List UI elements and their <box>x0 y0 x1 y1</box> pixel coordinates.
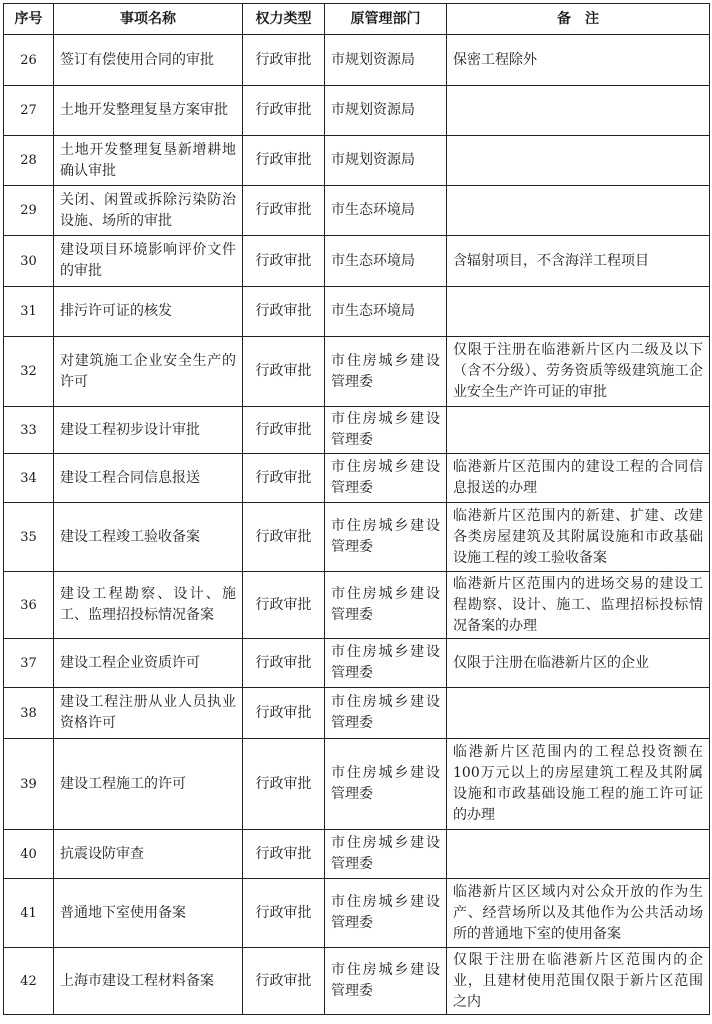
table-row <box>4 287 710 337</box>
row-dept: 市规划资源局 <box>325 86 447 136</box>
table-row <box>4 136 710 186</box>
table-row <box>4 572 710 639</box>
row-type: 行政审批 <box>243 739 325 830</box>
row-type: 行政审批 <box>243 35 325 86</box>
row-name: 普通地下室使用备案 <box>54 879 243 948</box>
row-dept: 市住房城乡建设管理委 <box>325 454 447 503</box>
header-dept: 原管理部门 <box>325 4 447 35</box>
table-row <box>4 830 710 879</box>
row-type: 行政审批 <box>243 186 325 236</box>
table-row <box>4 236 710 287</box>
row-type: 行政审批 <box>243 879 325 948</box>
row-type: 行政审批 <box>243 136 325 186</box>
row-no: 26 <box>4 35 54 86</box>
table-header-row <box>4 4 710 35</box>
row-dept: 市住房城乡建设管理委 <box>325 572 447 639</box>
row-remark: 临港新片区范围内的新建、扩建、改建各类房屋建筑及其附属设施和市政基础设施工程的竣工验收备案 <box>447 503 710 572</box>
row-name: 上海市建设工程材料备案 <box>54 948 243 1015</box>
row-remark: 仅限于注册在临港新片区内二级及以下（含不分级）、劳务资质等级建筑施工企业安全生产许可证的审批 <box>447 337 710 407</box>
header-remark: 备 注 <box>447 4 710 35</box>
row-dept: 市生态环境局 <box>325 287 447 337</box>
row-dept: 市生态环境局 <box>325 236 447 287</box>
row-remark <box>447 688 710 739</box>
row-type: 行政审批 <box>243 287 325 337</box>
row-remark: 临港新片区范围内的建设工程的合同信息报送的办理 <box>447 454 710 503</box>
row-type: 行政审批 <box>243 337 325 407</box>
row-dept: 市规划资源局 <box>325 35 447 86</box>
row-name: 土地开发整理复垦新增耕地确认审批 <box>54 136 243 186</box>
row-name: 建设项目环境影响评价文件的审批 <box>54 236 243 287</box>
row-name: 建设工程注册从业人员执业资格许可 <box>54 688 243 739</box>
table-row <box>4 337 710 407</box>
table-row <box>4 186 710 236</box>
row-name: 抗震设防审查 <box>54 830 243 879</box>
table-row <box>4 688 710 739</box>
table-row <box>4 739 710 830</box>
row-no: 33 <box>4 407 54 454</box>
row-dept: 市住房城乡建设管理委 <box>325 639 447 688</box>
row-name: 建设工程企业资质许可 <box>54 639 243 688</box>
row-no: 39 <box>4 739 54 830</box>
table-row <box>4 407 710 454</box>
table-row <box>4 503 710 572</box>
row-dept: 市住房城乡建设管理委 <box>325 337 447 407</box>
row-no: 28 <box>4 136 54 186</box>
row-remark <box>447 830 710 879</box>
row-remark <box>447 407 710 454</box>
header-type: 权力类型 <box>243 4 325 35</box>
row-remark <box>447 287 710 337</box>
row-remark: 含辐射项目，不含海洋工程项目 <box>447 236 710 287</box>
row-type: 行政审批 <box>243 688 325 739</box>
row-remark: 临港新片区区域内对公众开放的作为生产、经营场所以及其他作为公共活动场所的普通地下室的使用备案 <box>447 879 710 948</box>
row-dept: 市住房城乡建设管理委 <box>325 879 447 948</box>
row-name: 建设工程合同信息报送 <box>54 454 243 503</box>
row-name: 土地开发整理复垦方案审批 <box>54 86 243 136</box>
table-row <box>4 86 710 136</box>
table-row <box>4 948 710 1015</box>
row-dept: 市住房城乡建设管理委 <box>325 407 447 454</box>
header-no: 序号 <box>4 4 54 35</box>
row-remark: 仅限于注册在临港新片区范围内的企业，且建材使用范围仅限于新片区范围之内 <box>447 948 710 1015</box>
row-type: 行政审批 <box>243 830 325 879</box>
row-name: 建设工程初步设计审批 <box>54 407 243 454</box>
row-remark: 仅限于注册在临港新片区的企业 <box>447 639 710 688</box>
row-name: 签订有偿使用合同的审批 <box>54 35 243 86</box>
row-name: 排污许可证的核发 <box>54 287 243 337</box>
row-no: 40 <box>4 830 54 879</box>
row-type: 行政审批 <box>243 86 325 136</box>
row-name: 建设工程施工的许可 <box>54 739 243 830</box>
table-row <box>4 879 710 948</box>
row-name: 建设工程勘察、设计、施工、监理招投标情况备案 <box>54 572 243 639</box>
row-no: 42 <box>4 948 54 1015</box>
row-type: 行政审批 <box>243 572 325 639</box>
row-no: 38 <box>4 688 54 739</box>
row-name: 关闭、闲置或拆除污染防治设施、场所的审批 <box>54 186 243 236</box>
row-type: 行政审批 <box>243 407 325 454</box>
row-remark <box>447 186 710 236</box>
row-type: 行政审批 <box>243 639 325 688</box>
row-dept: 市住房城乡建设管理委 <box>325 688 447 739</box>
row-type: 行政审批 <box>243 454 325 503</box>
row-type: 行政审批 <box>243 236 325 287</box>
row-no: 41 <box>4 879 54 948</box>
row-dept: 市住房城乡建设管理委 <box>325 830 447 879</box>
table-row <box>4 639 710 688</box>
row-no: 29 <box>4 186 54 236</box>
row-no: 27 <box>4 86 54 136</box>
row-remark: 临港新片区范围内的工程总投资额在100万元以上的房屋建筑工程及其附属设施和市政基础设施工程的施工许可证的办理 <box>447 739 710 830</box>
row-name: 对建筑施工企业安全生产的许可 <box>54 337 243 407</box>
row-type: 行政审批 <box>243 948 325 1015</box>
row-no: 36 <box>4 572 54 639</box>
row-type: 行政审批 <box>243 503 325 572</box>
row-no: 35 <box>4 503 54 572</box>
row-no: 37 <box>4 639 54 688</box>
table-row <box>4 454 710 503</box>
row-remark <box>447 86 710 136</box>
row-name: 建设工程竣工验收备案 <box>54 503 243 572</box>
row-no: 31 <box>4 287 54 337</box>
header-name: 事项名称 <box>54 4 243 35</box>
power-items-table <box>3 3 710 1015</box>
row-dept: 市住房城乡建设管理委 <box>325 739 447 830</box>
row-dept: 市住房城乡建设管理委 <box>325 948 447 1015</box>
row-remark: 保密工程除外 <box>447 35 710 86</box>
row-no: 32 <box>4 337 54 407</box>
row-remark <box>447 136 710 186</box>
row-dept: 市规划资源局 <box>325 136 447 186</box>
row-no: 34 <box>4 454 54 503</box>
table-row <box>4 35 710 86</box>
row-dept: 市住房城乡建设管理委 <box>325 503 447 572</box>
row-no: 30 <box>4 236 54 287</box>
row-dept: 市生态环境局 <box>325 186 447 236</box>
row-remark: 临港新片区范围内的进场交易的建设工程勘察、设计、施工、监理招标投标情况备案的办理 <box>447 572 710 639</box>
